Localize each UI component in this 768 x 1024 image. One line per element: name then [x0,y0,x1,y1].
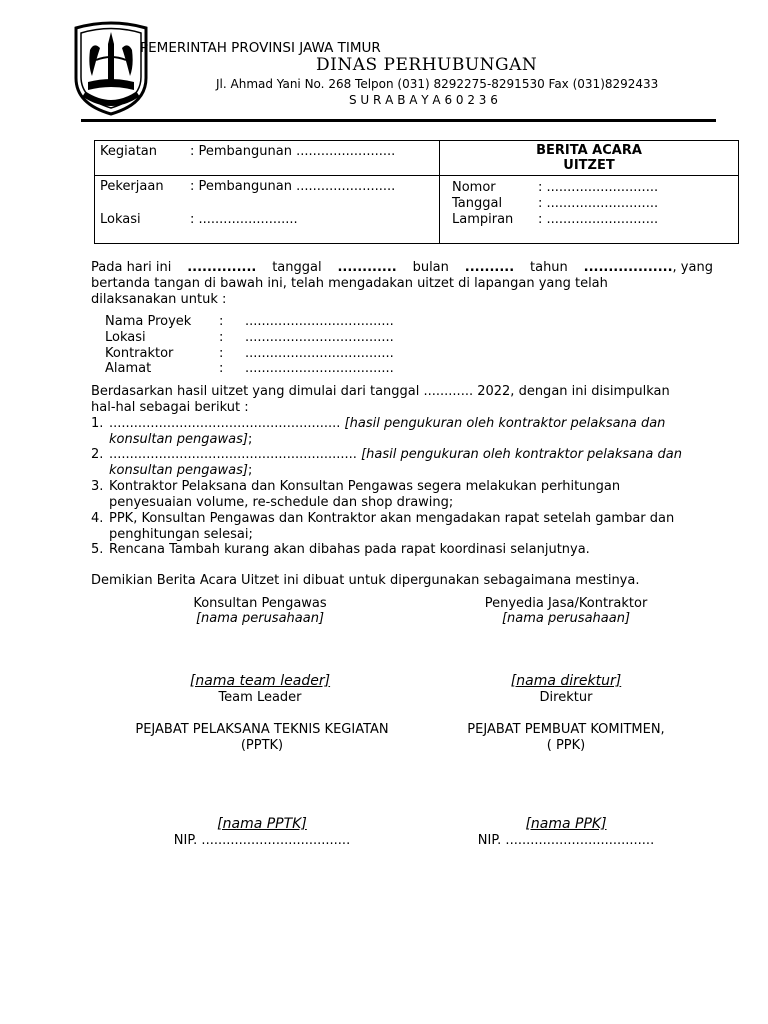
lampiran-value: : ........................... [538,212,659,227]
right-bottom-nip: NIP. .................................... [477,833,655,848]
document-title-line1: BERITA ACARA [536,143,642,158]
item-5-line1: Rencana Tambah kurang akan dibahas pada rapat koordinasi selanjutnya. [109,542,590,557]
item-2-tail: ; [247,463,253,478]
department-name: DINAS PERHUBUNGAN [316,55,538,75]
conclusion-intro-line1: Berdasarkan hasil uitzet yang dimulai dari tanggal ............ 2022, dengan ini disimpulkan [91,384,670,399]
item-2-note: [hasil pengukuran oleh kontraktor pelaksana dan [356,447,682,462]
project-field-colon: : [219,361,224,376]
seal-icon [70,20,152,118]
conclusion-intro-line2: hal-hal sebagai berikut : [91,400,249,415]
left-top-title: Team Leader [218,690,302,705]
lokasi-value: : ........................ [190,212,298,227]
pekerjaan-value: : Pembangunan ........................ [190,179,396,194]
provincial-seal [70,20,152,118]
pekerjaan-label: Pekerjaan [100,179,164,194]
department-address: Jl. Ahmad Yani No. 268 Telpon (031) 8292275-8291530 Fax (031)8292433 [216,77,659,91]
item-3-number: 3. [91,479,104,494]
opening-tanggal: tanggal [272,260,322,275]
project-field-label: Kontraktor [105,346,174,361]
item-1-number: 1. [91,416,104,431]
item-1-blank: ........................................................ [109,416,341,431]
right-top-company: [nama perusahaan] [501,611,631,626]
lampiran-label: Lampiran [452,212,514,227]
project-field-value: .................................... [245,346,394,361]
date-blank: ............ [337,260,397,275]
item-1-note: [hasil pengukuran oleh kontraktor pelaksana dan [340,416,666,431]
project-field-value: .................................... [245,314,394,329]
item-4-line2: penghitungan selesai; [109,527,253,542]
item-1-line1 [109,416,665,431]
left-bottom-role-line2: (PPTK) [240,738,284,753]
left-top-name: [nama team leader] [189,673,331,689]
item-4-number: 4. [91,511,104,526]
item-1-line2 [109,432,252,447]
project-field-colon: : [219,314,224,329]
project-field-colon: : [219,346,224,361]
item-2-note-cont: konsultan pengawas] [109,463,248,478]
left-top-company: [nama perusahaan] [195,611,325,626]
info-box-horizontal-divider [94,175,739,176]
tanggal-label: Tanggal [452,196,503,211]
item-3-line1: Kontraktor Pelaksana dan Konsultan Pengawas segera melakukan perhitungan [109,479,621,494]
opening-text-start: Pada hari ini [91,260,172,275]
document-title-line2: UITZET [563,158,615,173]
opening-tahun: tahun [530,260,568,275]
tanggal-value: : ........................... [538,196,659,211]
item-2-line2 [109,463,252,478]
item-1-tail: ; [247,432,253,447]
left-bottom-name: [nama PPTK] [217,816,307,832]
kegiatan-value: : Pembangunan ........................ [190,144,396,159]
left-top-role: Konsultan Pengawas [193,596,327,611]
opening-bulan: bulan [412,260,449,275]
project-field-label: Nama Proyek [105,314,192,329]
opening-yang: , yang [672,260,713,275]
letterhead-divider [81,119,716,122]
nomor-label: Nomor [452,180,496,195]
kegiatan-label: Kegiatan [100,144,158,159]
item-2-number: 2. [91,447,104,462]
lokasi-label: Lokasi [100,212,141,227]
left-bottom-nip: NIP. .................................... [173,833,351,848]
item-2-blank: ............................................................ [109,447,357,462]
project-field-label: Lokasi [105,330,146,345]
nomor-value: : ........................... [538,180,659,195]
left-bottom-role-line1: PEJABAT PELAKSANA TEKNIS KEGIATAN [135,722,389,737]
right-top-role: Penyedia Jasa/Kontraktor [484,596,648,611]
government-name: PEMERINTAH PROVINSI JAWA TIMUR [140,40,381,56]
opening-line1 [91,260,713,275]
year-blank: .................. [583,260,673,275]
right-top-title: Direktur [539,690,593,705]
opening-line3: dilaksanakan untuk : [91,292,227,307]
closing-statement: Demikian Berita Acara Uitzet ini dibuat untuk dipergunakan sebagaimana mestinya. [91,573,640,588]
opening-line2: bertanda tangan di bawah ini, telah mengadakan uitzet di lapangan yang telah [91,276,608,291]
project-field-colon: : [219,330,224,345]
item-3-line2: penyesuaian volume, re-schedule dan shop drawing; [109,495,454,510]
right-bottom-role-line1: PEJABAT PEMBUAT KOMITMEN, [467,722,665,737]
item-4-line1: PPK, Konsultan Pengawas dan Kontraktor akan mengadakan rapat setelah gambar dan [109,511,675,526]
item-5-number: 5. [91,542,104,557]
item-2-line1 [109,447,682,462]
day-blank: .............. [187,260,257,275]
project-field-label: Alamat [105,361,152,376]
project-field-value: .................................... [245,330,394,345]
right-top-name: [nama direktur] [510,673,622,689]
month-blank: .......... [464,260,515,275]
project-field-value: .................................... [245,361,394,376]
right-bottom-role-line2: ( PPK) [546,738,586,753]
department-city: S U R A B A Y A 6 0 2 3 6 [349,93,498,107]
right-bottom-name: [nama PPK] [525,816,607,832]
item-1-note-cont: konsultan pengawas] [109,432,248,447]
